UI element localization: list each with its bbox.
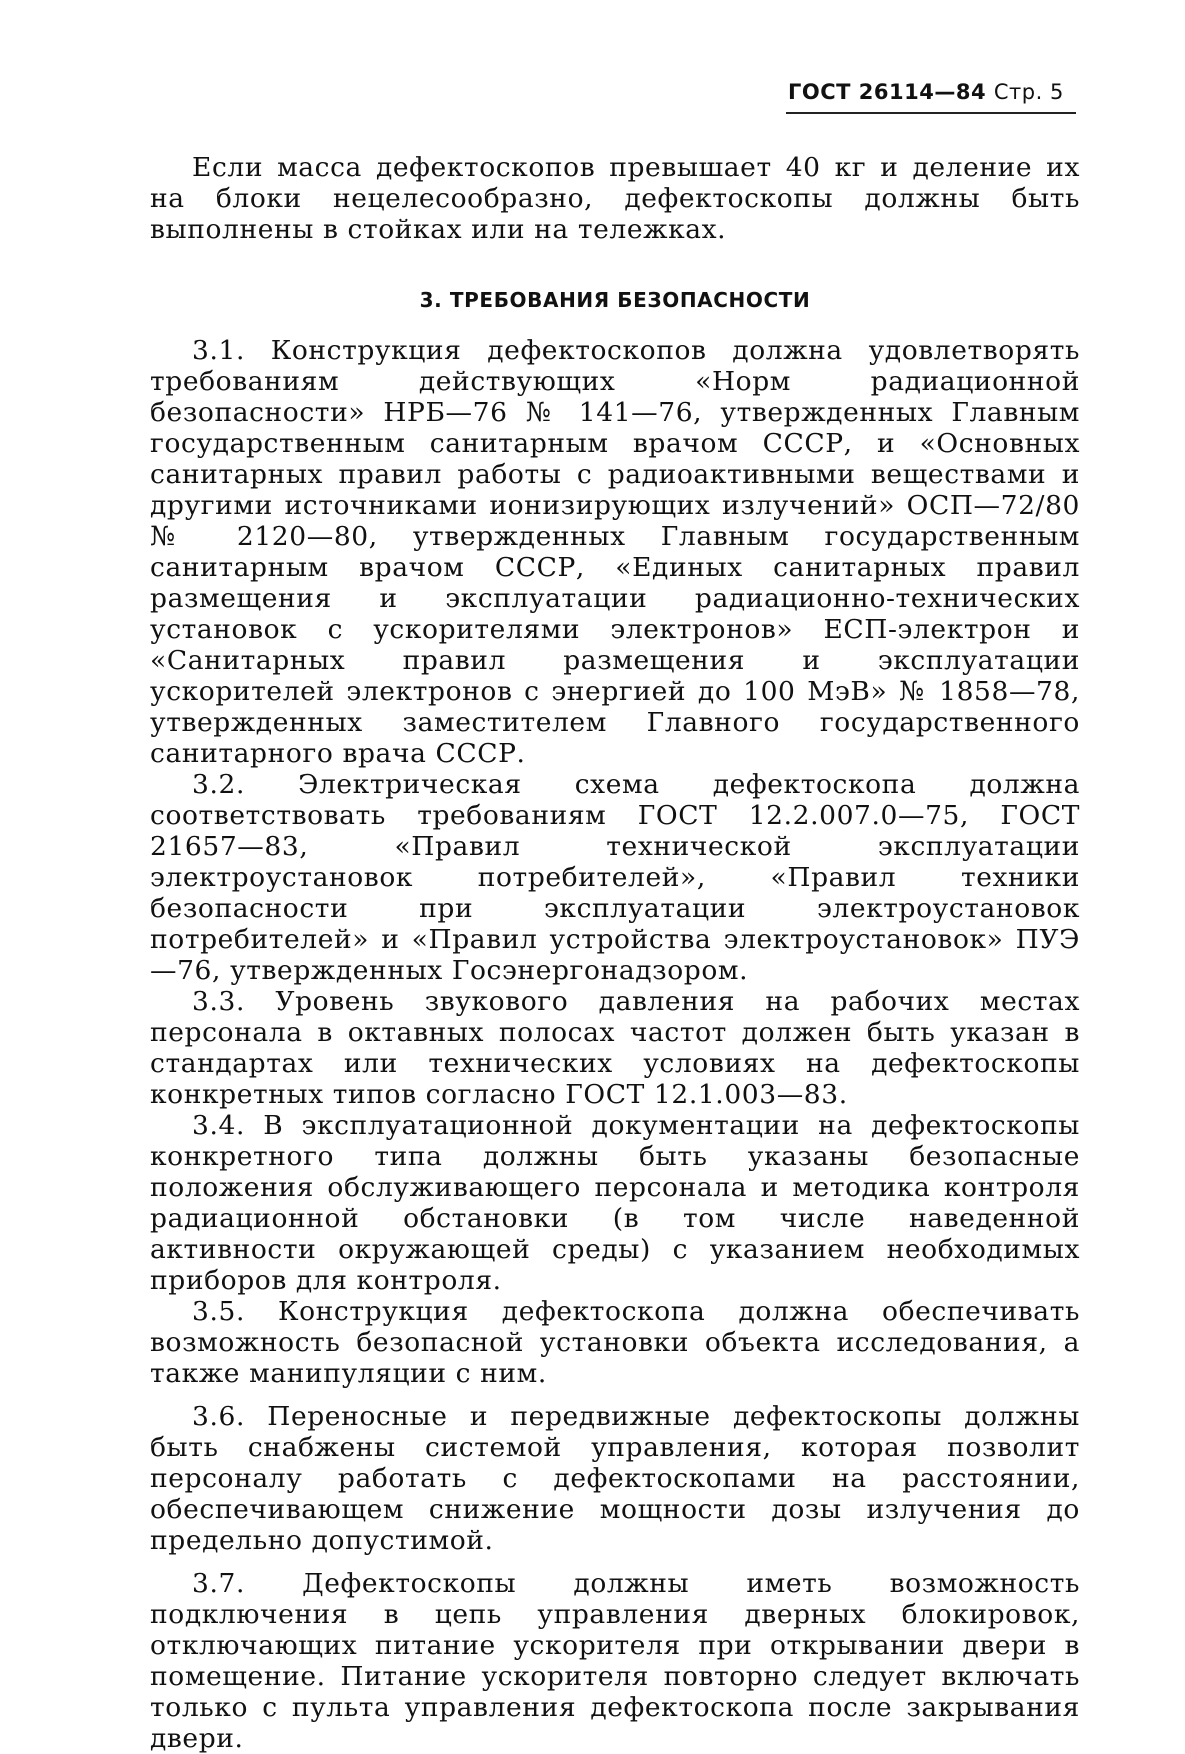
clause-3-1: 3.1. Конструкция дефектоскопов должна удовлетворять требованиям действующих «Норм радиационной безопасности» НРБ—76 № 141—76, утвержденных Главным государственным санитарным врачом СССР, и «Основных санитарных правил работы с радиоактивными веществами и другими источниками ионизирующих излучений» ОСП—72/80 № 2120—80, утвержденных Главным государственным санитарным врачом СССР, «Единых санитарных правил размещения и эксплуатации радиационно-технических установок с ускорителями электронов» ЕСП-электрон и «Санитарных правил размещения и эксплуатации ускорителей электронов с энергией до 100 МэВ» № 1858—78, утвержденных заместителем Главного государственного санитарного врача СССР. xyxy=(150,335,1080,769)
standard-number: ГОСТ 26114—84 xyxy=(788,80,987,104)
clause-3-3: 3.3. Уровень звукового давления на рабочих местах персонала в октавных полосах частот должен быть указан в стандартах или технических условиях на дефектоскопы конкретных типов согласно ГОСТ 12.1.003—83. xyxy=(150,986,1080,1110)
clause-3-4: 3.4. В эксплуатационной документации на дефектоскопы конкретного типа должны быть указаны безопасные положения обслуживающего персонала и методика контроля радиационной обстановки (в том числе наведенной активности окружающей среды) с указанием необходимых приборов для контроля. xyxy=(150,1110,1080,1296)
clause-3-6: 3.6. Переносные и передвижные дефектоскопы должны быть снабжены системой управления, которая позволит персоналу работать с дефектоскопами на расстоянии, обеспечивающем снижение мощности дозы излучения до предельно допустимой. xyxy=(150,1401,1080,1556)
header-rule xyxy=(786,112,1076,114)
clause-3-7: 3.7. Дефектоскопы должны иметь возможность подключения в цепь управления дверных блокировок, отключающих питание ускорителя при открывании двери в помещение. Питание ускорителя повторно следует включать только с пульта управления дефектоскопа после закрывания двери. xyxy=(150,1568,1080,1754)
clause-3-5: 3.5. Конструкция дефектоскопа должна обеспечивать возможность безопасной установки объекта исследования, а также манипуляции с ним. xyxy=(150,1296,1080,1389)
section-title: 3. ТРЕБОВАНИЯ БЕЗОПАСНОСТИ xyxy=(419,288,811,312)
page-header xyxy=(788,80,1078,104)
intro-block xyxy=(150,152,1080,245)
intro-paragraph: Если масса дефектоскопов превышает 40 кг и деление их на блоки нецелесообразно, дефектоскопы должны быть выполнены в стойках или на тележках. xyxy=(150,152,1080,245)
clauses-block xyxy=(150,335,1080,1754)
clause-3-2: 3.2. Электрическая схема дефектоскопа должна соответствовать требованиям ГОСТ 12.2.007.0—75, ГОСТ 21657—83, «Правил технической эксплуатации электроустановок потребителей», «Правил техники безопасности при эксплуатации электроустановок потребителей» и «Правил устройства электроустановок» ПУЭ—76, утвержденных Госэнергонадзором. xyxy=(150,769,1080,986)
page-number: Стр. 5 xyxy=(993,80,1064,104)
